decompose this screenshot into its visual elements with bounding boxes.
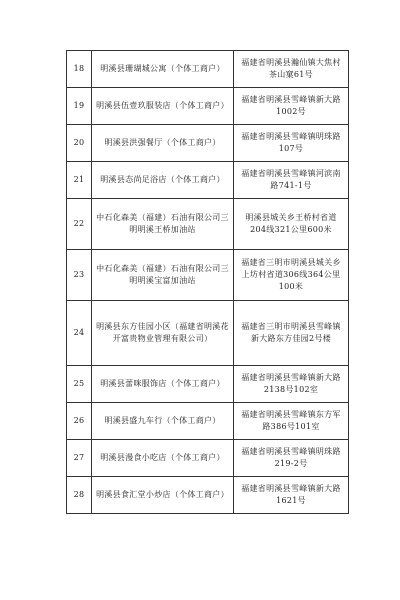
- business-address: 福建省明溪县雪峰镇河滨南路741-1号: [234, 162, 349, 199]
- table-row: [67, 301, 349, 366]
- business-address: 福建省明溪县雪峰镇东方军路386号101室: [234, 403, 349, 440]
- table-row: [67, 199, 349, 250]
- business-name: 中石化森美（福建）石油有限公司三明明溪王桥加油站: [92, 199, 234, 250]
- table-row: [67, 440, 349, 477]
- table-row: [67, 477, 349, 514]
- table-row: [67, 51, 349, 88]
- table-row: [67, 88, 349, 125]
- business-address: 明溪县城关乡王桥村省道204线321公里600米: [234, 199, 349, 250]
- row-number: 28: [67, 477, 92, 514]
- business-name: 明溪县伍壹玖服装店（个体工商户）: [92, 88, 234, 125]
- business-name: 明溪县东方佳园小区（福建省明溪花开富贵物业管理有限公司）: [92, 301, 234, 366]
- business-address: 福建省三明市明溪县城关乡上坊村省道306线364公里100米: [234, 250, 349, 301]
- business-name: 明溪县蕾咪服饰店（个体工商户）: [92, 366, 234, 403]
- business-address: 福建省明溪县雪峰镇明珠路219-2号: [234, 440, 349, 477]
- row-number: 25: [67, 366, 92, 403]
- business-name: 明溪县珊瑚城公寓（个体工商户）: [92, 51, 234, 88]
- business-address: 福建省明溪县雪峰镇新大路1621号: [234, 477, 349, 514]
- business-name: 明溪县食汇堂小炒店（个体工商户）: [92, 477, 234, 514]
- business-name: 明溪县洪强餐厅（个体工商户）: [92, 125, 234, 162]
- row-number: 21: [67, 162, 92, 199]
- business-address: 福建省明溪县雪峰镇新大路2138号102室: [234, 366, 349, 403]
- table-row: [67, 162, 349, 199]
- table-row: [67, 250, 349, 301]
- row-number: 20: [67, 125, 92, 162]
- table-row: [67, 403, 349, 440]
- row-number: 22: [67, 199, 92, 250]
- business-name: 明溪县盛九车行（个体工商户）: [92, 403, 234, 440]
- row-number: 23: [67, 250, 92, 301]
- business-address: 福建省明溪县雪峰镇新大路1002号: [234, 88, 349, 125]
- table-row: [67, 366, 349, 403]
- row-number: 18: [67, 51, 92, 88]
- row-number: 24: [67, 301, 92, 366]
- business-name: 中石化森美（福建）石油有限公司三明明溪宝富加油站: [92, 250, 234, 301]
- business-address: 福建省明溪县雪峰镇明珠路107号: [234, 125, 349, 162]
- table-row: [67, 125, 349, 162]
- row-number: 27: [67, 440, 92, 477]
- row-number: 19: [67, 88, 92, 125]
- business-name: 明溪县态尚足浴店（个体工商户）: [92, 162, 234, 199]
- row-number: 26: [67, 403, 92, 440]
- business-address: 福建省三明市明溪县雪峰镇新大路东方佳园2号楼: [234, 301, 349, 366]
- business-name: 明溪县漫食小吃店（个体工商户）: [92, 440, 234, 477]
- business-registry-table: [66, 50, 349, 514]
- business-address: 福建省明溪县瀚仙镇大焦村茶山窠61号: [234, 51, 349, 88]
